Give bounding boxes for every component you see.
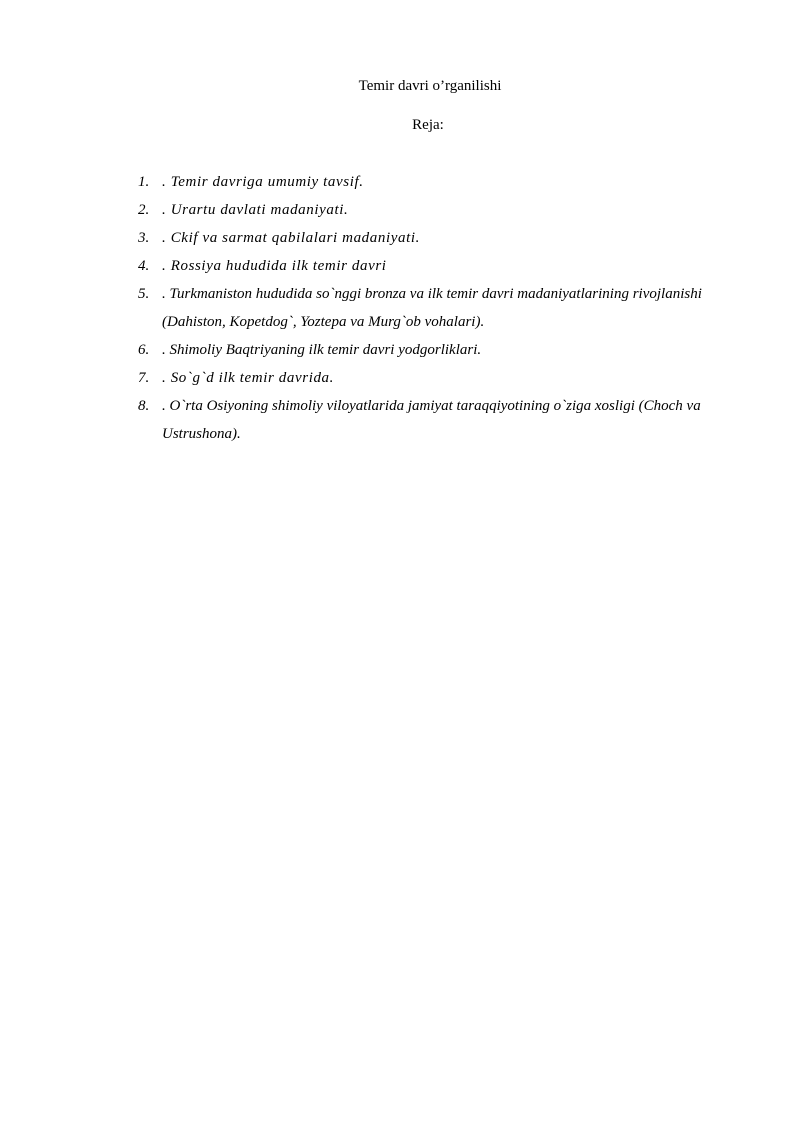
list-item — [138, 280, 718, 336]
list-item-text: . O`rta Osiyoning shimoliy viloyatlarida jamiyat taraqqiyotining o`ziga xosligi (Choch va Ustrushona). — [162, 398, 701, 442]
list-item-text: . Shimoliy Baqtriyaning ilk temir davri yodgorliklari. — [162, 342, 482, 358]
list-item-number: 7. — [138, 370, 150, 386]
plan-list — [138, 168, 718, 448]
plan-heading: Reja: — [412, 117, 444, 133]
list-item-number: 1. — [138, 174, 150, 190]
list-item-text: . Ckif va sarmat qabilalari madaniyati. — [162, 230, 420, 246]
list-item-number: 8. — [138, 398, 150, 414]
list-item — [138, 392, 718, 448]
list-item-text: . So`g`d ilk temir davrida. — [162, 370, 335, 386]
list-item — [138, 196, 718, 224]
list-item — [138, 336, 718, 364]
list-item — [138, 224, 718, 252]
list-item-number: 2. — [138, 202, 150, 218]
list-item — [138, 168, 718, 196]
list-item-text: . Turkmaniston hududida so`nggi bronza va ilk temir davri madaniyatlarining rivojlanishi (Dahiston, Kopetdog`, Yoztepa va Murg`ob vohalari). — [162, 286, 702, 330]
list-item-text: . Rossiya hududida ilk temir davri — [162, 258, 387, 274]
list-item-number: 3. — [138, 230, 150, 246]
list-item-number: 6. — [138, 342, 150, 358]
list-item — [138, 364, 718, 392]
list-item-number: 4. — [138, 258, 150, 274]
list-item-text: . Urartu davlati madaniyati. — [162, 202, 349, 218]
list-item — [138, 252, 718, 280]
list-item-text: . Temir davriga umumiy tavsif. — [162, 174, 364, 190]
list-item-number: 5. — [138, 286, 150, 302]
document-title: Temir davri o’rganilishi — [358, 78, 502, 94]
